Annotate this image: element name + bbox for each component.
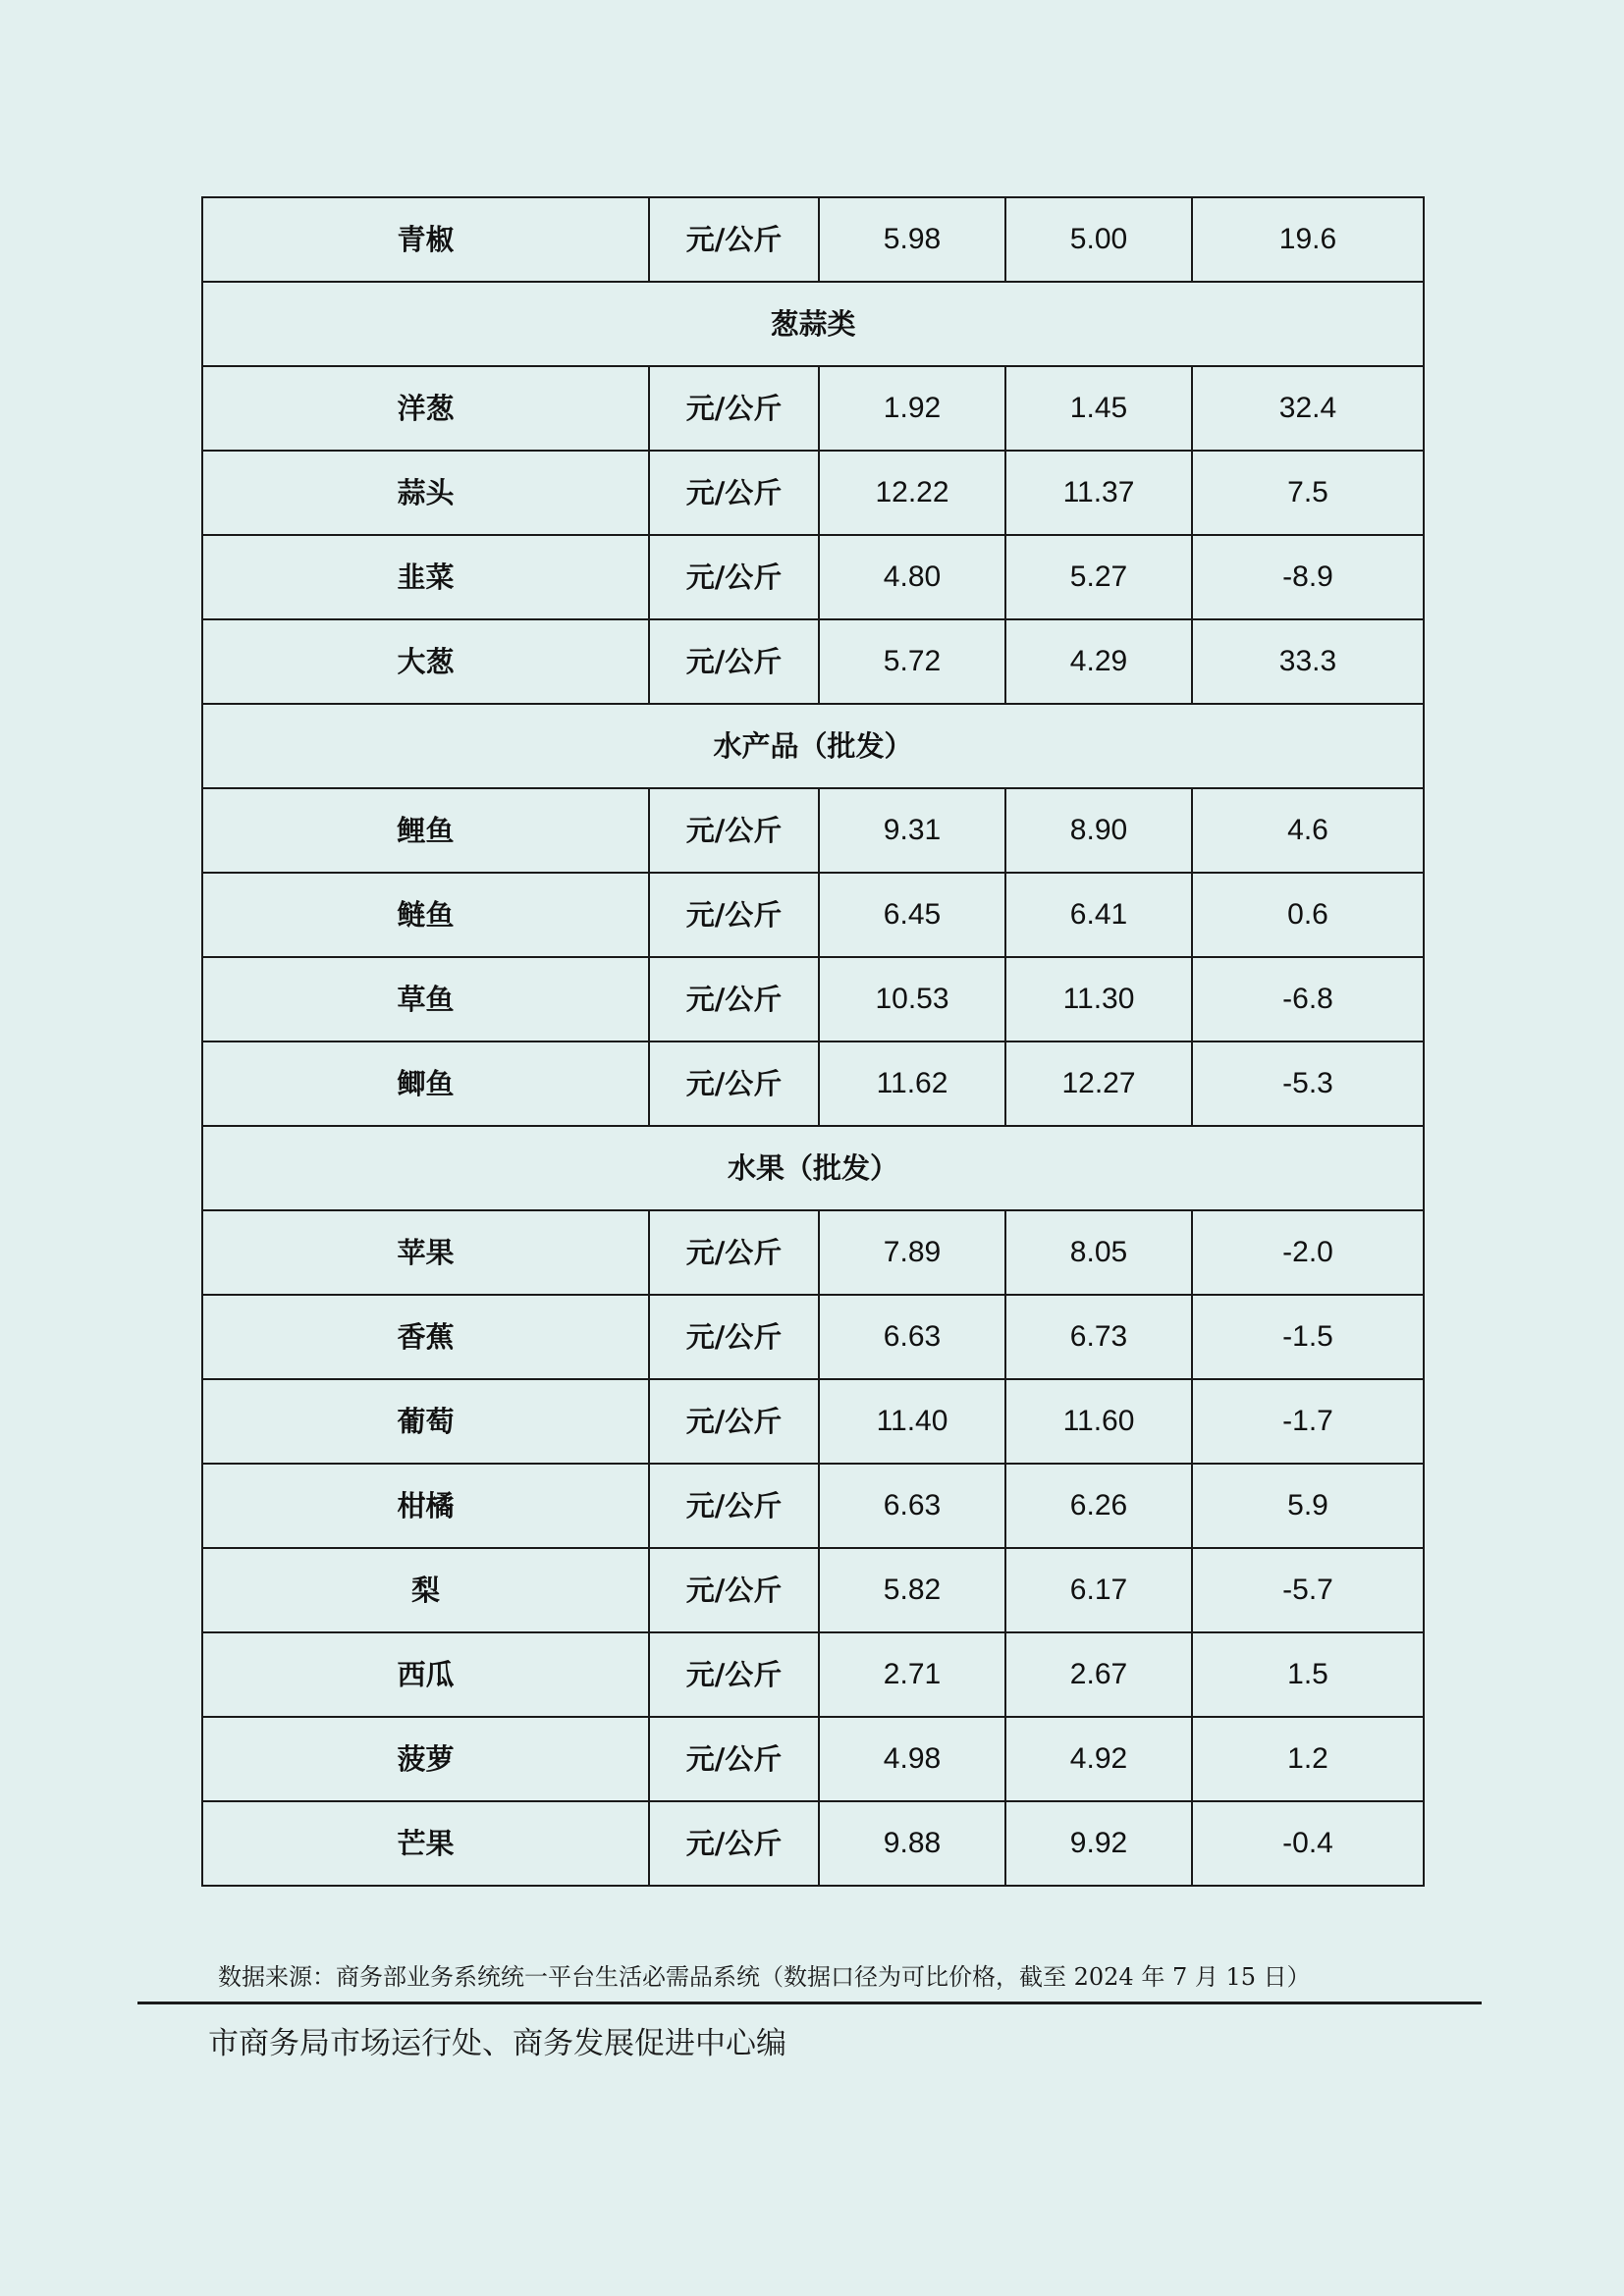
unit-cell: 元/公斤 [649, 1210, 819, 1295]
category-row [202, 704, 1424, 788]
item-name-cell: 西瓜 [202, 1632, 649, 1717]
footer-divider [137, 2002, 1482, 2004]
previous-price-cell: 5.27 [1005, 535, 1192, 619]
unit-cell: 元/公斤 [649, 451, 819, 535]
item-name-cell: 菠萝 [202, 1717, 649, 1801]
change-percent-cell: -6.8 [1192, 957, 1424, 1041]
current-price-cell: 10.53 [819, 957, 1005, 1041]
table-row [202, 1210, 1424, 1295]
previous-price-cell: 6.17 [1005, 1548, 1192, 1632]
previous-price-cell: 11.60 [1005, 1379, 1192, 1464]
previous-price-cell: 11.37 [1005, 451, 1192, 535]
item-name-cell: 洋葱 [202, 366, 649, 451]
data-source-note: 数据来源：商务部业务系统统一平台生活必需品系统（数据口径为可比价格，截至 2024 年 7 月 15 日） [218, 1963, 1311, 1991]
item-name-cell: 鲤鱼 [202, 788, 649, 873]
unit-cell: 元/公斤 [649, 1717, 819, 1801]
item-name-cell: 大葱 [202, 619, 649, 704]
unit-cell: 元/公斤 [649, 1295, 819, 1379]
unit-cell: 元/公斤 [649, 1548, 819, 1632]
item-name-cell: 青椒 [202, 197, 649, 282]
table-row [202, 1717, 1424, 1801]
previous-price-cell: 6.26 [1005, 1464, 1192, 1548]
table-row [202, 451, 1424, 535]
previous-price-cell: 4.29 [1005, 619, 1192, 704]
unit-cell: 元/公斤 [649, 1801, 819, 1886]
previous-price-cell: 12.27 [1005, 1041, 1192, 1126]
table-row [202, 366, 1424, 451]
item-name-cell: 柑橘 [202, 1464, 649, 1548]
change-percent-cell: -5.7 [1192, 1548, 1424, 1632]
item-name-cell: 芒果 [202, 1801, 649, 1886]
previous-price-cell: 5.00 [1005, 197, 1192, 282]
category-row [202, 1126, 1424, 1210]
price-table-body [202, 197, 1424, 1886]
previous-price-cell: 8.05 [1005, 1210, 1192, 1295]
unit-cell: 元/公斤 [649, 873, 819, 957]
table-row [202, 1041, 1424, 1126]
table-row [202, 1632, 1424, 1717]
change-percent-cell: -1.7 [1192, 1379, 1424, 1464]
previous-price-cell: 9.92 [1005, 1801, 1192, 1886]
editor-credit: 市商务局市场运行处、商务发展促进中心编 [208, 2026, 786, 2061]
previous-price-cell: 6.73 [1005, 1295, 1192, 1379]
change-percent-cell: 4.6 [1192, 788, 1424, 873]
table-row [202, 1295, 1424, 1379]
table-row [202, 197, 1424, 282]
item-name-cell: 梨 [202, 1548, 649, 1632]
change-percent-cell: 1.2 [1192, 1717, 1424, 1801]
table-row [202, 1801, 1424, 1886]
change-percent-cell: -0.4 [1192, 1801, 1424, 1886]
table-row [202, 535, 1424, 619]
current-price-cell: 5.72 [819, 619, 1005, 704]
item-name-cell: 蒜头 [202, 451, 649, 535]
category-label: 葱蒜类 [202, 282, 1424, 366]
current-price-cell: 6.45 [819, 873, 1005, 957]
previous-price-cell: 8.90 [1005, 788, 1192, 873]
unit-cell: 元/公斤 [649, 1464, 819, 1548]
current-price-cell: 4.80 [819, 535, 1005, 619]
change-percent-cell: 32.4 [1192, 366, 1424, 451]
unit-cell: 元/公斤 [649, 535, 819, 619]
current-price-cell: 5.98 [819, 197, 1005, 282]
price-table [201, 196, 1425, 1887]
current-price-cell: 6.63 [819, 1464, 1005, 1548]
unit-cell: 元/公斤 [649, 788, 819, 873]
table-row [202, 788, 1424, 873]
current-price-cell: 4.98 [819, 1717, 1005, 1801]
change-percent-cell: 0.6 [1192, 873, 1424, 957]
unit-cell: 元/公斤 [649, 366, 819, 451]
table-row [202, 873, 1424, 957]
current-price-cell: 11.62 [819, 1041, 1005, 1126]
current-price-cell: 11.40 [819, 1379, 1005, 1464]
item-name-cell: 草鱼 [202, 957, 649, 1041]
previous-price-cell: 6.41 [1005, 873, 1192, 957]
category-row [202, 282, 1424, 366]
table-row [202, 619, 1424, 704]
previous-price-cell: 11.30 [1005, 957, 1192, 1041]
previous-price-cell: 4.92 [1005, 1717, 1192, 1801]
previous-price-cell: 2.67 [1005, 1632, 1192, 1717]
change-percent-cell: 19.6 [1192, 197, 1424, 282]
table-row [202, 1548, 1424, 1632]
change-percent-cell: -5.3 [1192, 1041, 1424, 1126]
current-price-cell: 7.89 [819, 1210, 1005, 1295]
change-percent-cell: 1.5 [1192, 1632, 1424, 1717]
current-price-cell: 6.63 [819, 1295, 1005, 1379]
change-percent-cell: 5.9 [1192, 1464, 1424, 1548]
current-price-cell: 2.71 [819, 1632, 1005, 1717]
change-percent-cell: -8.9 [1192, 535, 1424, 619]
change-percent-cell: 33.3 [1192, 619, 1424, 704]
change-percent-cell: -2.0 [1192, 1210, 1424, 1295]
item-name-cell: 葡萄 [202, 1379, 649, 1464]
unit-cell: 元/公斤 [649, 1379, 819, 1464]
current-price-cell: 1.92 [819, 366, 1005, 451]
item-name-cell: 鲢鱼 [202, 873, 649, 957]
previous-price-cell: 1.45 [1005, 366, 1192, 451]
current-price-cell: 12.22 [819, 451, 1005, 535]
item-name-cell: 韭菜 [202, 535, 649, 619]
category-label: 水产品（批发） [202, 704, 1424, 788]
current-price-cell: 9.31 [819, 788, 1005, 873]
unit-cell: 元/公斤 [649, 197, 819, 282]
unit-cell: 元/公斤 [649, 957, 819, 1041]
table-row [202, 1464, 1424, 1548]
table-row [202, 957, 1424, 1041]
change-percent-cell: 7.5 [1192, 451, 1424, 535]
current-price-cell: 9.88 [819, 1801, 1005, 1886]
category-label: 水果（批发） [202, 1126, 1424, 1210]
change-percent-cell: -1.5 [1192, 1295, 1424, 1379]
table-row [202, 1379, 1424, 1464]
item-name-cell: 鲫鱼 [202, 1041, 649, 1126]
current-price-cell: 5.82 [819, 1548, 1005, 1632]
unit-cell: 元/公斤 [649, 1632, 819, 1717]
item-name-cell: 香蕉 [202, 1295, 649, 1379]
unit-cell: 元/公斤 [649, 619, 819, 704]
unit-cell: 元/公斤 [649, 1041, 819, 1126]
item-name-cell: 苹果 [202, 1210, 649, 1295]
